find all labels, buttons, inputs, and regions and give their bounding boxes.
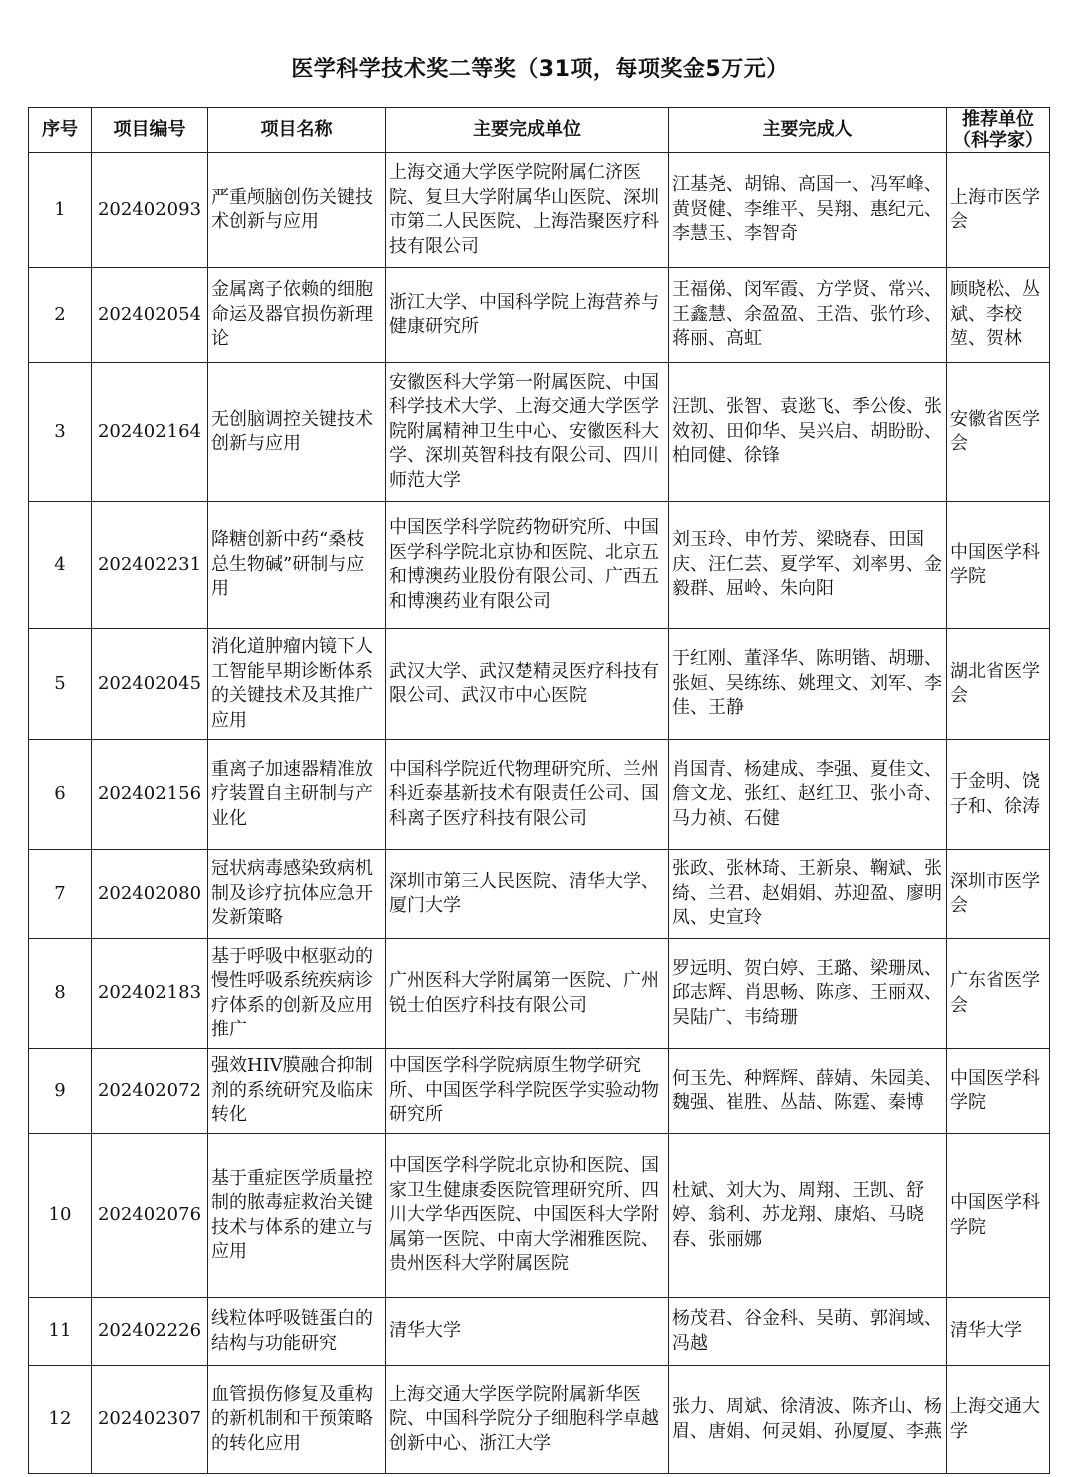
- cell-people: 张力、周斌、徐清波、陈齐山、杨眉、唐娟、何灵娟、孙厦厦、李燕: [669, 1366, 947, 1474]
- cell-seq: 1: [29, 153, 92, 268]
- cell-code: 202402054: [92, 268, 208, 363]
- cell-units: 中国医学科学院北京协和医院、国家卫生健康委医院管理研究所、四川大学华西医院、中国医科大学附属第一医院、中南大学湘雅医院、贵州医科大学附属医院: [386, 1134, 669, 1298]
- cell-people: 何玉先、种辉辉、薛婧、朱园美、魏强、崔胜、丛喆、陈霆、秦博: [669, 1049, 947, 1134]
- cell-name: 严重颅脑创伤关键技术创新与应用: [208, 153, 386, 268]
- header-code: 项目编号: [92, 108, 208, 153]
- cell-units: 上海交通大学医学院附属新华医院、中国科学院分子细胞科学卓越创新中心、浙江大学: [386, 1366, 669, 1474]
- cell-seq: 4: [29, 502, 92, 629]
- cell-recommender: 中国医学科学院: [947, 1134, 1050, 1298]
- cell-units: 中国医学科学院病原生物学研究所、中国医学科学院医学实验动物研究所: [386, 1049, 669, 1134]
- table-row: [29, 363, 1050, 502]
- cell-units: 广州医科大学附属第一医院、广州锐士伯医疗科技有限公司: [386, 939, 669, 1049]
- cell-code: 202402307: [92, 1366, 208, 1474]
- cell-name: 强效HIV膜融合抑制剂的系统研究及临床转化: [208, 1049, 386, 1134]
- cell-seq: 6: [29, 740, 92, 850]
- table-row: [29, 1134, 1050, 1298]
- cell-name: 冠状病毒感染致病机制及诊疗抗体应急开发新策略: [208, 850, 386, 939]
- table-row: [29, 268, 1050, 363]
- table-row: [29, 850, 1050, 939]
- cell-code: 202402076: [92, 1134, 208, 1298]
- cell-name: 线粒体呼吸链蛋白的结构与功能研究: [208, 1298, 386, 1366]
- cell-units: 安徽医科大学第一附属医院、中国科学技术大学、上海交通大学医学院附属精神卫生中心、安徽医科大学、深圳英智科技有限公司、四川师范大学: [386, 363, 669, 502]
- cell-seq: 3: [29, 363, 92, 502]
- header-recommender: 推荐单位（科学家）: [947, 108, 1050, 153]
- table-row: [29, 629, 1050, 740]
- cell-code: 202402093: [92, 153, 208, 268]
- cell-units: 中国科学院近代物理研究所、兰州科近泰基新技术有限责任公司、国科离子医疗科技有限公司: [386, 740, 669, 850]
- table-row: [29, 1049, 1050, 1134]
- cell-name: 消化道肿瘤内镜下人工智能早期诊断体系的关键技术及其推广应用: [208, 629, 386, 740]
- cell-recommender: 广东省医学会: [947, 939, 1050, 1049]
- cell-units: 浙江大学、中国科学院上海营养与健康研究所: [386, 268, 669, 363]
- header-name: 项目名称: [208, 108, 386, 153]
- cell-people: 肖国青、杨建成、李强、夏佳文、詹文龙、张红、赵红卫、张小奇、马力祯、石健: [669, 740, 947, 850]
- cell-recommender: 安徽省医学会: [947, 363, 1050, 502]
- cell-code: 202402080: [92, 850, 208, 939]
- cell-seq: 8: [29, 939, 92, 1049]
- cell-name: 降糖创新中药“桑枝总生物碱”研制与应用: [208, 502, 386, 629]
- cell-people: 王福俤、闵军霞、方学贤、常兴、王鑫慧、余盈盈、王浩、张竹珍、蒋丽、高虹: [669, 268, 947, 363]
- cell-recommender: 清华大学: [947, 1298, 1050, 1366]
- cell-seq: 10: [29, 1134, 92, 1298]
- cell-people: 张政、张林琦、王新泉、鞠斌、张绮、兰君、赵娟娟、苏迎盈、廖明凤、史宣玲: [669, 850, 947, 939]
- cell-people: 汪凯、张智、袁逖飞、季公俊、张效初、田仰华、吴兴启、胡盼盼、柏同健、徐锋: [669, 363, 947, 502]
- cell-code: 202402072: [92, 1049, 208, 1134]
- cell-people: 江基尧、胡锦、高国一、冯军峰、黄贤健、李维平、吴翔、惠纪元、李慧玉、李智奇: [669, 153, 947, 268]
- table-header-row: [29, 108, 1050, 153]
- cell-units: 武汉大学、武汉楚精灵医疗科技有限公司、武汉市中心医院: [386, 629, 669, 740]
- cell-recommender: 中国医学科学院: [947, 1049, 1050, 1134]
- cell-units: 清华大学: [386, 1298, 669, 1366]
- cell-seq: 5: [29, 629, 92, 740]
- cell-seq: 11: [29, 1298, 92, 1366]
- table-row: [29, 740, 1050, 850]
- cell-code: 202402045: [92, 629, 208, 740]
- cell-name: 无创脑调控关键技术创新与应用: [208, 363, 386, 502]
- cell-code: 202402226: [92, 1298, 208, 1366]
- header-units: 主要完成单位: [386, 108, 669, 153]
- cell-recommender: 湖北省医学会: [947, 629, 1050, 740]
- cell-people: 于红刚、董泽华、陈明锴、胡珊、张姮、吴练练、姚理文、刘军、李佳、王静: [669, 629, 947, 740]
- table-row: [29, 502, 1050, 629]
- cell-people: 杨茂君、谷金科、吴萌、郭润域、冯越: [669, 1298, 947, 1366]
- cell-recommender: 顾晓松、丛斌、李校堃、贺林: [947, 268, 1050, 363]
- cell-seq: 7: [29, 850, 92, 939]
- cell-name: 重离子加速器精准放疗装置自主研制与产业化: [208, 740, 386, 850]
- cell-name: 血管损伤修复及重构的新机制和干预策略的转化应用: [208, 1366, 386, 1474]
- cell-seq: 12: [29, 1366, 92, 1474]
- header-seq: 序号: [29, 108, 92, 153]
- document-title: 医学科学技术奖二等奖（31项，每项奖金5万元）: [291, 57, 789, 82]
- awards-table: [28, 107, 1050, 1474]
- cell-people: 刘玉玲、申竹芳、梁晓春、田国庆、汪仁芸、夏学军、刘率男、金毅群、屈岭、朱向阳: [669, 502, 947, 629]
- cell-seq: 9: [29, 1049, 92, 1134]
- cell-recommender: 深圳市医学会: [947, 850, 1050, 939]
- cell-name: 基于重症医学质量控制的脓毒症救治关键技术与体系的建立与应用: [208, 1134, 386, 1298]
- cell-recommender: 上海交通大学: [947, 1366, 1050, 1474]
- table-row: [29, 153, 1050, 268]
- cell-units: 上海交通大学医学院附属仁济医院、复旦大学附属华山医院、深圳市第二人民医院、上海浩聚医疗科技有限公司: [386, 153, 669, 268]
- cell-units: 中国医学科学院药物研究所、中国医学科学院北京协和医院、北京五和博澳药业股份有限公司、广西五和博澳药业有限公司: [386, 502, 669, 629]
- cell-recommender: 于金明、饶子和、徐涛: [947, 740, 1050, 850]
- cell-recommender: 中国医学科学院: [947, 502, 1050, 629]
- table-row: [29, 1298, 1050, 1366]
- cell-recommender: 上海市医学会: [947, 153, 1050, 268]
- table-row: [29, 1366, 1050, 1474]
- cell-name: 基于呼吸中枢驱动的慢性呼吸系统疾病诊疗体系的创新及应用推广: [208, 939, 386, 1049]
- cell-code: 202402164: [92, 363, 208, 502]
- cell-units: 深圳市第三人民医院、清华大学、厦门大学: [386, 850, 669, 939]
- cell-people: 罗远明、贺白婷、王璐、梁珊凤、邱志辉、肖思畅、陈彦、王丽双、吴陆广、韦绮珊: [669, 939, 947, 1049]
- table-row: [29, 939, 1050, 1049]
- cell-people: 杜斌、刘大为、周翔、王凯、舒婷、翁利、苏龙翔、康焰、马晓春、张丽娜: [669, 1134, 947, 1298]
- cell-code: 202402183: [92, 939, 208, 1049]
- cell-code: 202402156: [92, 740, 208, 850]
- cell-name: 金属离子依赖的细胞命运及器官损伤新理论: [208, 268, 386, 363]
- header-people: 主要完成人: [669, 108, 947, 153]
- cell-seq: 2: [29, 268, 92, 363]
- cell-code: 202402231: [92, 502, 208, 629]
